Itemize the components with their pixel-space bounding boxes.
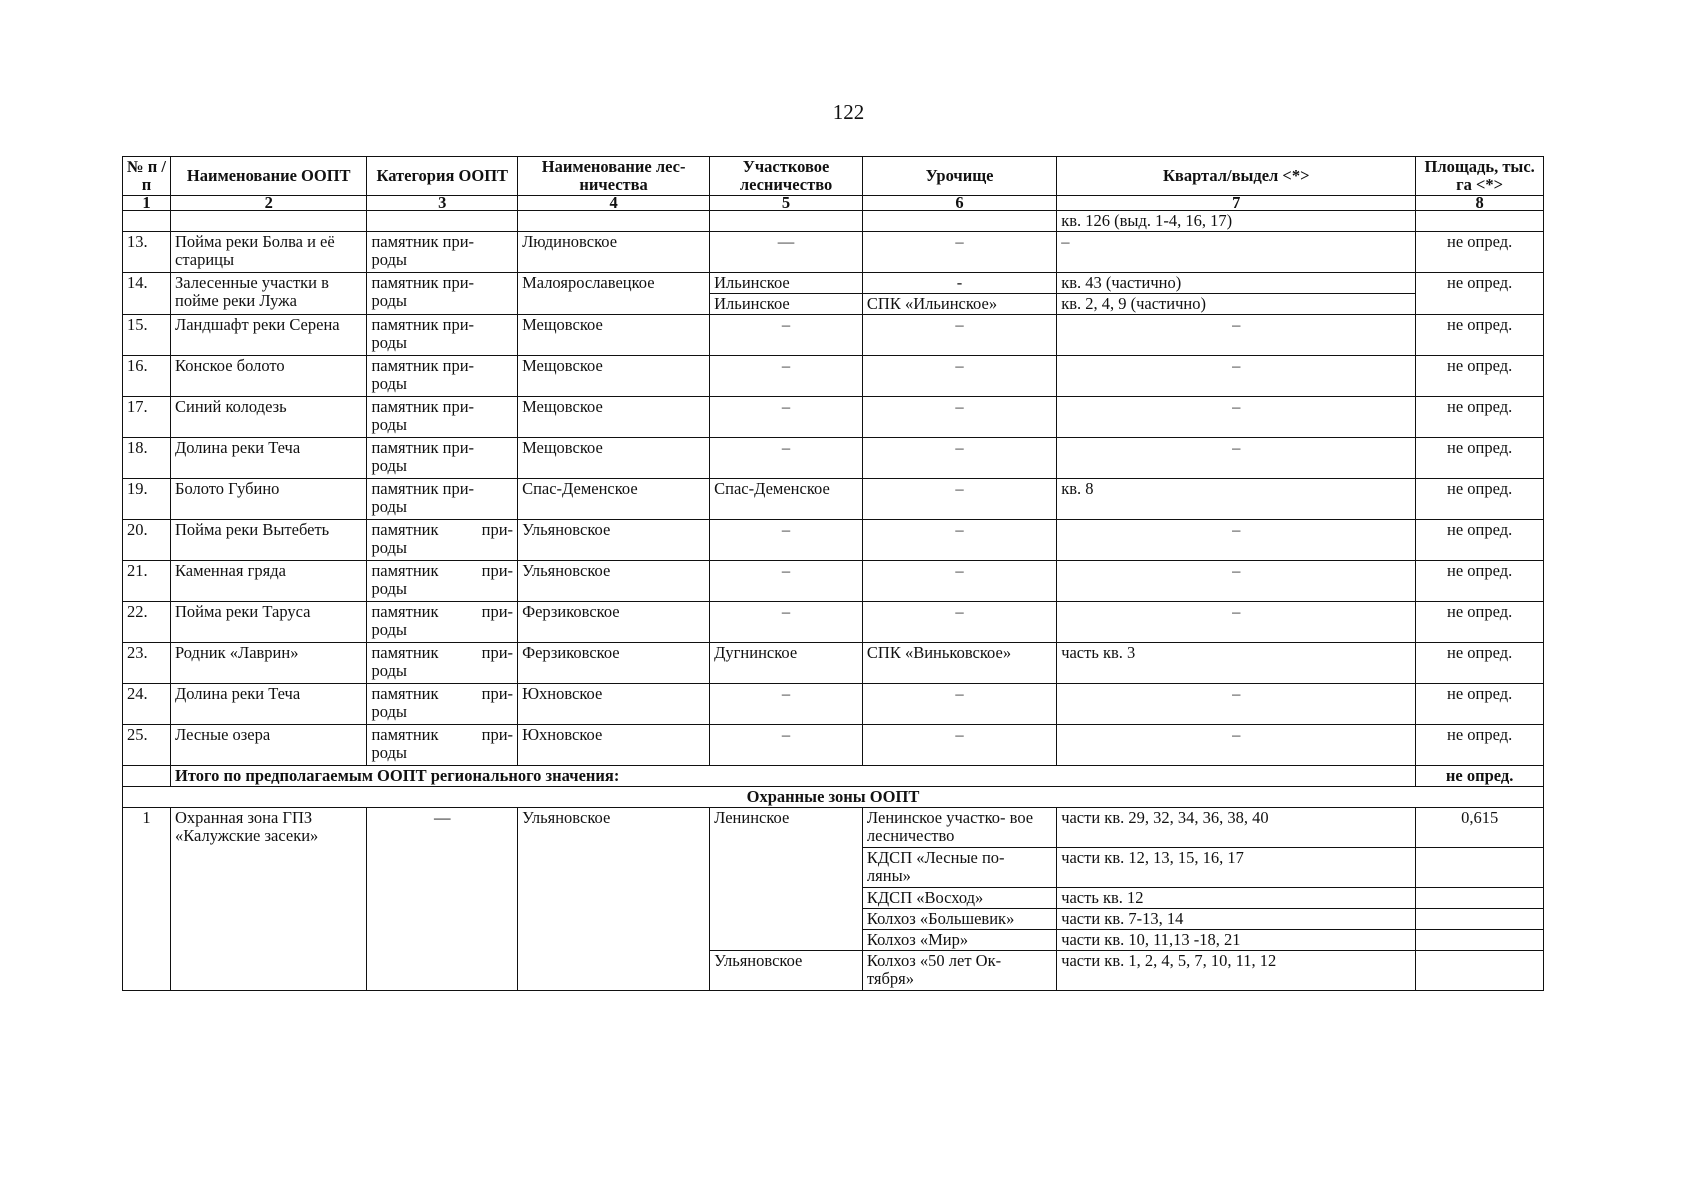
header-category: Категория ООПТ	[367, 157, 518, 196]
column-number: 1	[123, 196, 171, 211]
tract: Колхоз «Большевик»	[862, 909, 1056, 930]
column-number: 3	[367, 196, 518, 211]
oopt-name: Пойма реки Таруса	[171, 602, 367, 643]
area-cell: не опред.	[1416, 520, 1544, 561]
header-num: № п /п	[123, 157, 171, 196]
oopt-category: памятник при- роды	[367, 643, 518, 684]
forestry-name: Мещовское	[518, 397, 710, 438]
table-row	[123, 479, 1544, 520]
table-row	[123, 397, 1544, 438]
oopt-category: памятник при- роды	[367, 232, 518, 273]
tract: –	[862, 684, 1056, 725]
forestry-name: Мещовское	[518, 315, 710, 356]
oopt-category: памятник при- роды	[367, 438, 518, 479]
area-cell: не опред.	[1416, 479, 1544, 520]
oopt-name: Родник «Лаврин»	[171, 643, 367, 684]
section-title: Охранные зоны ООПТ	[123, 787, 1544, 808]
row-number: 19.	[123, 479, 171, 520]
local-forestry: Ленинское	[710, 808, 863, 951]
page-number: 122	[832, 100, 865, 124]
column-number: 5	[710, 196, 863, 211]
kvartal-cell: –	[1057, 438, 1416, 479]
oopt-name: Долина реки Теча	[171, 684, 367, 725]
local-forestry: –	[710, 315, 863, 356]
area-cell: не опред.	[1416, 273, 1544, 315]
table-row	[123, 356, 1544, 397]
header-kvartal: Квартал/выдел <*>	[1057, 157, 1416, 196]
row-number: 14.	[123, 273, 171, 315]
tract: –	[862, 438, 1056, 479]
oopt-name: Пойма реки Вытебеть	[171, 520, 367, 561]
kvartal-cell: –	[1057, 561, 1416, 602]
area-cell: не опред.	[1416, 397, 1544, 438]
local-forestry: –	[710, 561, 863, 602]
column-number-row	[123, 196, 1544, 211]
row-number: 17.	[123, 397, 171, 438]
oopt-table	[122, 156, 1544, 991]
table-row	[123, 520, 1544, 561]
area-cell: не опред.	[1416, 315, 1544, 356]
tract: СПК «Виньковское»	[862, 643, 1056, 684]
local-forestry: –	[710, 602, 863, 643]
oopt-category: памятник при- роды	[367, 315, 518, 356]
table-row	[123, 643, 1544, 684]
tract: -	[862, 273, 1056, 294]
kvartal-cell: –	[1057, 684, 1416, 725]
area-cell: 0,615	[1416, 808, 1544, 848]
oopt-name: Охранная зона ГПЗ «Калужские засеки»	[171, 808, 367, 991]
total-area: не опред.	[1416, 766, 1544, 787]
column-number: 4	[518, 196, 710, 211]
oopt-name: Лесные озера	[171, 725, 367, 766]
header-name: Наименование ООПТ	[171, 157, 367, 196]
kvartal-cell: –	[1057, 520, 1416, 561]
kvartal-cell: кв. 2, 4, 9 (частично)	[1057, 294, 1416, 315]
header-local-forestry: Участковое лесничество	[710, 157, 863, 196]
header-area: Площадь, тыс. га <*>	[1416, 157, 1544, 196]
local-forestry: Ильинское	[710, 273, 863, 294]
total-label: Итого по предполагаемым ООПТ регионального значения:	[171, 766, 1416, 787]
row-number: 24.	[123, 684, 171, 725]
kvartal-cell: части кв. 7-13, 14	[1057, 909, 1416, 930]
forestry-name: Спас-Деменское	[518, 479, 710, 520]
forestry-name: Мещовское	[518, 438, 710, 479]
tract: Ленинское участко- вое лесничество	[862, 808, 1056, 848]
total-row	[123, 766, 1544, 787]
area-cell: не опред.	[1416, 643, 1544, 684]
area-cell: не опред.	[1416, 356, 1544, 397]
table-row	[123, 684, 1544, 725]
forestry-name: Ульяновское	[518, 520, 710, 561]
tract: –	[862, 356, 1056, 397]
area-cell: не опред.	[1416, 232, 1544, 273]
forestry-name: Людиновское	[518, 232, 710, 273]
column-number: 2	[171, 196, 367, 211]
area-cell: не опред.	[1416, 725, 1544, 766]
kvartal-cell: кв. 43 (частично)	[1057, 273, 1416, 294]
local-forestry: –	[710, 520, 863, 561]
area-cell: не опред.	[1416, 684, 1544, 725]
row-number: 23.	[123, 643, 171, 684]
kvartal-cell: –	[1057, 397, 1416, 438]
oopt-category: памятник при- роды	[367, 602, 518, 643]
oopt-name: Долина реки Теча	[171, 438, 367, 479]
oopt-category: памятник при- роды	[367, 479, 518, 520]
tract: –	[862, 315, 1056, 356]
forestry-name: Юхновское	[518, 684, 710, 725]
tract: –	[862, 725, 1056, 766]
table-row	[123, 725, 1544, 766]
table-row	[123, 602, 1544, 643]
tract: СПК «Ильинское»	[862, 294, 1056, 315]
row-number: 25.	[123, 725, 171, 766]
table-row	[123, 232, 1544, 273]
tract: Колхоз «50 лет Ок- тября»	[862, 951, 1056, 991]
section-row	[123, 787, 1544, 808]
oopt-category: памятник при- роды	[367, 561, 518, 602]
local-forestry: —	[710, 232, 863, 273]
forestry-name: Ферзиковское	[518, 602, 710, 643]
kvartal-cell: части кв. 10, 11,13 -18, 21	[1057, 930, 1416, 951]
oopt-name: Синий колодезь	[171, 397, 367, 438]
tract: –	[862, 561, 1056, 602]
oopt-name: Ландшафт реки Серена	[171, 315, 367, 356]
kvartal-cell: –	[1057, 232, 1416, 273]
table-row	[123, 273, 1544, 294]
row-number: 21.	[123, 561, 171, 602]
row-number: 16.	[123, 356, 171, 397]
continuation-row	[123, 211, 1544, 232]
local-forestry: Спас-Деменское	[710, 479, 863, 520]
tract: –	[862, 397, 1056, 438]
tract: –	[862, 602, 1056, 643]
tract: Колхоз «Мир»	[862, 930, 1056, 951]
kvartal-cell: части кв. 1, 2, 4, 5, 7, 10, 11, 12	[1057, 951, 1416, 991]
row-number: 22.	[123, 602, 171, 643]
local-forestry: –	[710, 356, 863, 397]
oopt-category: памятник при- роды	[367, 397, 518, 438]
local-forestry: Ильинское	[710, 294, 863, 315]
oopt-name: Болото Губино	[171, 479, 367, 520]
row-number: 18.	[123, 438, 171, 479]
local-forestry: –	[710, 684, 863, 725]
oopt-name: Конское болото	[171, 356, 367, 397]
area-cell: не опред.	[1416, 602, 1544, 643]
oopt-name: Каменная гряда	[171, 561, 367, 602]
kvartal-cell: –	[1057, 356, 1416, 397]
kvartal-cell: части кв. 29, 32, 34, 36, 38, 40	[1057, 808, 1416, 848]
row-number: 13.	[123, 232, 171, 273]
oopt-category: памятник при- роды	[367, 520, 518, 561]
forestry-name: Мещовское	[518, 356, 710, 397]
oopt-category: памятник при- роды	[367, 356, 518, 397]
local-forestry: Ульяновское	[710, 951, 863, 991]
area-cell: не опред.	[1416, 438, 1544, 479]
oopt-name: Залесенные участки в пойме реки Лужа	[171, 273, 367, 315]
local-forestry: –	[710, 725, 863, 766]
table-row	[123, 561, 1544, 602]
area-cell: не опред.	[1416, 561, 1544, 602]
table-row	[123, 438, 1544, 479]
kvartal-cell: часть кв. 3	[1057, 643, 1416, 684]
tract: –	[862, 520, 1056, 561]
column-number: 6	[862, 196, 1056, 211]
kvartal-cell: часть кв. 12	[1057, 888, 1416, 909]
tract: КДСП «Лесные по- ляны»	[862, 848, 1056, 888]
kvartal-cell: кв. 126 (выд. 1-4, 16, 17)	[1057, 211, 1416, 232]
row-number: 1	[123, 808, 171, 991]
oopt-category: памятник при- роды	[367, 684, 518, 725]
zone-row	[123, 808, 1544, 848]
forestry-name: Малоярославецкое	[518, 273, 710, 315]
oopt-category: памятник при- роды	[367, 273, 518, 315]
header-tract: Урочище	[862, 157, 1056, 196]
local-forestry: Дугнинское	[710, 643, 863, 684]
kvartal-cell: кв. 8	[1057, 479, 1416, 520]
forestry-name: Юхновское	[518, 725, 710, 766]
oopt-name: Пойма реки Болва и её старицы	[171, 232, 367, 273]
oopt-category: —	[367, 808, 518, 991]
forestry-name: Ульяновское	[518, 808, 710, 991]
column-number: 8	[1416, 196, 1544, 211]
tract: КДСП «Восход»	[862, 888, 1056, 909]
kvartal-cell: части кв. 12, 13, 15, 16, 17	[1057, 848, 1416, 888]
row-number: 20.	[123, 520, 171, 561]
forestry-name: Ферзиковское	[518, 643, 710, 684]
header-row	[123, 157, 1544, 196]
kvartal-cell: –	[1057, 725, 1416, 766]
oopt-category: памятник при- роды	[367, 725, 518, 766]
header-forestry: Наименование лес- ничества	[518, 157, 710, 196]
kvartal-cell: –	[1057, 602, 1416, 643]
tract: –	[862, 232, 1056, 273]
local-forestry: –	[710, 438, 863, 479]
kvartal-cell: –	[1057, 315, 1416, 356]
column-number: 7	[1057, 196, 1416, 211]
table-row	[123, 315, 1544, 356]
tract: –	[862, 479, 1056, 520]
forestry-name: Ульяновское	[518, 561, 710, 602]
local-forestry: –	[710, 397, 863, 438]
row-number: 15.	[123, 315, 171, 356]
